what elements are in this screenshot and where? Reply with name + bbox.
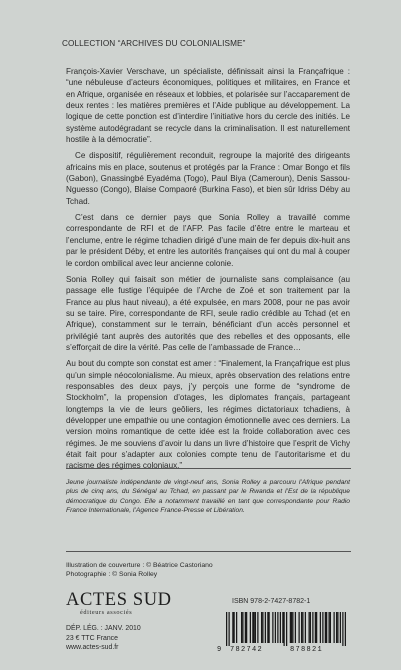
cover-credit: Illustration de couverture : © Béatrice Castoriano <box>66 562 213 569</box>
divider-top <box>66 468 351 469</box>
back-cover-text <box>66 66 350 477</box>
publisher-name: ACTES SUD <box>66 590 172 610</box>
collection-title: COLLECTION “ARCHIVES DU COLONIALISME” <box>62 39 246 48</box>
paragraph-5: Au bout du compte son constat est amer : “Finalement, la Françafrique est plus qu’un simple néocolonialisme. Au mieux, après observation des relations entre responsables des deux pays, j’y perçois une forme de “syndrome de Stockholm”, la propension d’otages, les diplomates français, partageant longtemps la vie de leurs geôliers, les régimes dictatoriaux tchadiens, à développer une empathie ou une contagion émotionnelle avec ces derniers. La version moins romantique de cette idée est la froide collaboration avec ces régimes. Je me souviens d’avoir lu dans un livre d’histoire que l’esprit de Vichy était fait pour s’adapter aux colonies compte tenu de l’autoritarisme et du racisme des régimes coloniaux.” <box>66 359 350 471</box>
legal-deposit: DÉP. LÉG. : JANV. 2010 <box>66 625 141 632</box>
paragraph-2: Ce dispositif, régulièrement reconduit, regroupe la majorité des dirigeants africains mis en place, soutenus et protégés par la France : Omar Bongo et fils (Gabon), Gnassingbé Eyadéma (Togo), Paul Biya (Cameroun), Denis Sassou-Nguesso (Congo), Blaise Compaoré (Burkina Faso), et bien sûr Idriss Déby au Tchad. <box>66 151 350 206</box>
website: www.actes-sud.fr <box>66 644 119 652</box>
isbn: ISBN 978-2-7427-8782-1 <box>232 598 311 605</box>
divider-bottom <box>66 551 351 552</box>
paragraph-3: C’est dans ce dernier pays que Sonia Rolley a travaillé comme correspondante de RFI et de l’AFP. Pas facile d’être entre le marteau et l’enclume, entre le régime tchadien dirigé d’une main de fer depuis dix-huit ans par le président Déby, et entre les autorités françaises qui ont du mal à couper le cordon ombilical avec leur ancienne colonie. <box>66 213 350 268</box>
publisher-subtitle: éditeurs associés <box>80 609 133 616</box>
barcode-icon <box>214 612 354 652</box>
paragraph-4: Sonia Rolley qui faisait son métier de journaliste sans complaisance (au passage elle fustige l’équipée de l’Arche de Zoé et son traitement par la France au plus haut niveau), a été expulsée, en mars 2008, pour ne pas avoir su se taire. Pire, correspondante de RFI, seule radio crédible au Tchad (et en Afrique), constamment sur le terrain, bénéficiant d’un accès personnel et privilégié tant auprès des autorités que des rebelles et des opposants, elle s’efforçait de dire la vérité. Pas celle de l’ambassade de France… <box>66 274 350 352</box>
legal-info <box>66 624 186 653</box>
barcode-first-digit: 9 <box>217 646 222 652</box>
publisher-logo <box>66 590 172 617</box>
photo-credit: Photographie : © Sonia Rolley <box>66 571 158 579</box>
image-credits <box>66 561 326 580</box>
price: 23 € TTC France <box>66 634 118 642</box>
paragraph-1: François-Xavier Verschave, un spécialiste, définissait ainsi la Françafrique : “une nébuleuse d’acteurs économiques, politiques et militaires, en France et en Afrique, organisée en réseaux et lobbies, et polarisée sur l’accaparement de deux rentes : les matières premières et l’Aide publique au développement. La logique de cette ponction est d’interdire l’initiative hors du cercle des initiés. Le système autodégradant se recycle dans la criminalisation. Il est naturellement hostile à la démocratie”. <box>66 67 350 145</box>
barcode-right-digits: 878821 <box>290 646 324 652</box>
author-bio: Jeune journaliste indépendante de vingt-neuf ans, Sonia Rolley a parcouru l’Afrique pendant plus de cinq ans, du Sénégal au Tchad, en passant par le Rwanda et l’Est de la république démocratique du Congo. Elle a notamment travaillé en tant que correspondante pour Radio France Internationale, l’Agence France-Presse et Libération. <box>66 479 350 515</box>
barcode-left-digits: 782742 <box>230 646 264 652</box>
